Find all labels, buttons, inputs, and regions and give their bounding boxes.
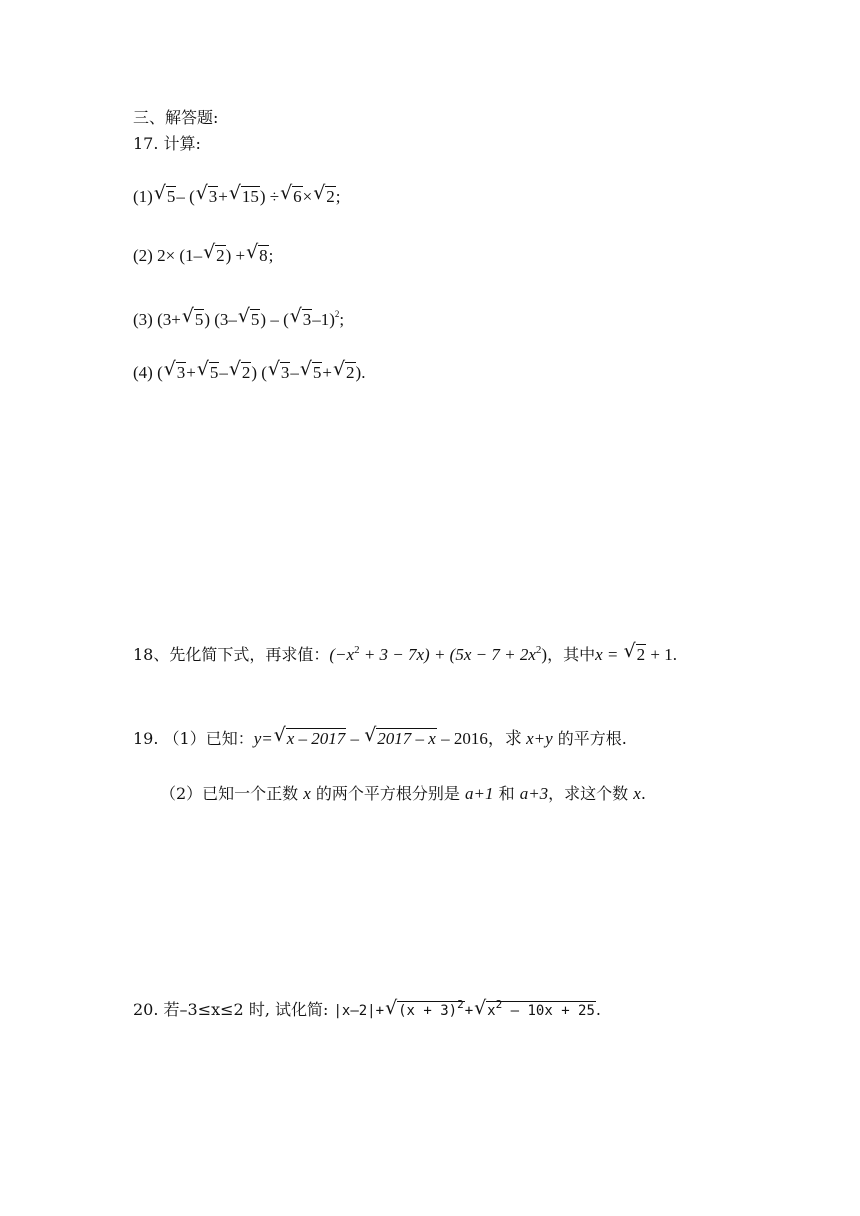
sqrt-6: √ 6 — [280, 186, 303, 207]
expr-segment: ) ( — [251, 363, 267, 382]
sqrt-quadratic — [474, 998, 596, 1021]
q18 — [133, 644, 677, 665]
abs-value: |x–2| — [333, 1003, 376, 1019]
var-x: x — [303, 784, 311, 803]
sqrt-2017-minus-x: √ 2017 – x — [364, 728, 437, 749]
q18-mid-text: ，其中 — [547, 645, 596, 664]
sqrt-3: √ 3 — [268, 362, 291, 383]
q17-part2 — [133, 245, 273, 266]
sqrt-x-minus-2017: √ x – 2017 — [274, 728, 347, 749]
x-equals: x = — [595, 645, 623, 664]
expr-segment: – — [219, 363, 228, 382]
section-heading: 三、解答题: — [133, 108, 219, 127]
q19-part1-suffix: 的平方根. — [552, 729, 627, 748]
q20 — [133, 1000, 601, 1021]
sqrt-3: √ 3 — [196, 186, 219, 207]
expr-segment: ) — [355, 363, 362, 382]
part-number: (1) — [133, 187, 153, 206]
times-sign: × — [165, 246, 176, 265]
q19-part1 — [133, 728, 627, 749]
part-number: (4) — [133, 363, 153, 382]
sqrt-2: √ 2 — [313, 186, 336, 207]
sqrt-x-plus-3-squared — [385, 998, 465, 1021]
x-plus-y: x+y — [526, 729, 553, 748]
q17-part3 — [133, 304, 344, 330]
expr-segment: ) – ( — [260, 310, 289, 329]
text-segment: 和 — [493, 784, 520, 803]
paren-open: ( — [189, 187, 195, 206]
q20-prefix: 20. 若–3≤x≤2 时, 试化简: — [133, 1000, 334, 1019]
expr-segment: – 10x + 25 — [502, 1003, 595, 1019]
expr-segment: (3+ — [157, 310, 181, 329]
period: . — [361, 363, 366, 382]
expr-segment: + 3 − 7x) + (5x − 7 + 2x — [359, 645, 536, 664]
text-segment: . — [640, 784, 646, 803]
plus-sign: + — [375, 1003, 385, 1019]
text-segment: ，求这个数 — [548, 784, 634, 803]
sqrt-15: √ 15 — [229, 186, 260, 207]
sqrt-8: √ 8 — [246, 245, 269, 266]
exponent: 2 — [535, 644, 542, 656]
expr-segment: – — [290, 363, 299, 382]
a-plus-1: a+1 — [465, 784, 494, 803]
number-2: 2 — [157, 246, 166, 265]
paren-open: (1– — [179, 246, 203, 265]
paren-close: ) — [259, 187, 266, 206]
exponent: 2 — [495, 998, 503, 1011]
var-x: x — [633, 784, 641, 803]
expr-segment: ) (3– — [204, 310, 237, 329]
expr-segment: –1) — [312, 310, 335, 329]
text-segment: （2）已知一个正数 — [160, 784, 304, 803]
semicolon: ; — [268, 246, 274, 265]
text-segment: 的两个平方根分别是 — [310, 784, 466, 803]
paren-close: ) — [225, 246, 232, 265]
q17-part1 — [133, 186, 340, 207]
exponent: 2 — [457, 998, 464, 1011]
sqrt-5: √ 5 — [238, 309, 261, 330]
sqrt-3: √ 3 — [164, 362, 187, 383]
semicolon: ; — [335, 187, 341, 206]
expr-segment: + — [322, 363, 333, 382]
part-number: (3) — [133, 310, 153, 329]
expr-segment: + — [186, 363, 196, 382]
expr-segment: (−x — [329, 645, 355, 664]
minus-sign: – — [346, 729, 364, 748]
y-equals: y= — [253, 729, 273, 748]
divide-sign: ÷ — [269, 187, 280, 206]
q19-part2 — [160, 784, 646, 804]
sqrt-5: √ 5 — [182, 309, 205, 330]
expr-segment: + 1. — [646, 645, 677, 664]
semicolon: ; — [339, 310, 345, 329]
period: . — [595, 1000, 602, 1019]
plus-sign: + — [218, 187, 228, 206]
part-number: (2) — [133, 246, 153, 265]
q19-part1-prefix: 19. （1）已知： — [133, 729, 254, 748]
a-plus-3: a+3 — [519, 784, 549, 803]
sqrt-5: √ 5 — [300, 362, 323, 383]
expr-segment: (x + 3) — [398, 1003, 458, 1019]
sqrt-5: √ 5 — [154, 186, 177, 207]
expr-segment: ) — [541, 645, 548, 664]
sqrt-3: √ 3 — [290, 309, 313, 330]
times-sign: × — [302, 187, 313, 206]
q18-prefix: 18、先化简下式，再求值： — [133, 645, 330, 664]
sqrt-5: √ 5 — [197, 362, 220, 383]
exponent: 2 — [334, 309, 340, 319]
minus-sign: – — [176, 187, 185, 206]
expr-segment: x — [487, 1003, 496, 1019]
q19-part1-mid: – 2016，求 — [436, 729, 527, 748]
exponent: 2 — [354, 644, 360, 656]
sqrt-2: √ 2 — [333, 362, 356, 383]
plus-sign: + — [235, 246, 246, 265]
plus-sign: + — [464, 1003, 474, 1019]
q17-part4 — [133, 362, 365, 383]
q17-label: 17. 计算: — [133, 134, 201, 153]
expr-segment: ( — [157, 363, 163, 382]
sqrt-2: √ 2 — [229, 362, 252, 383]
sqrt-2: √ 2 — [203, 245, 226, 266]
sqrt-2: √ 2 — [624, 644, 647, 665]
